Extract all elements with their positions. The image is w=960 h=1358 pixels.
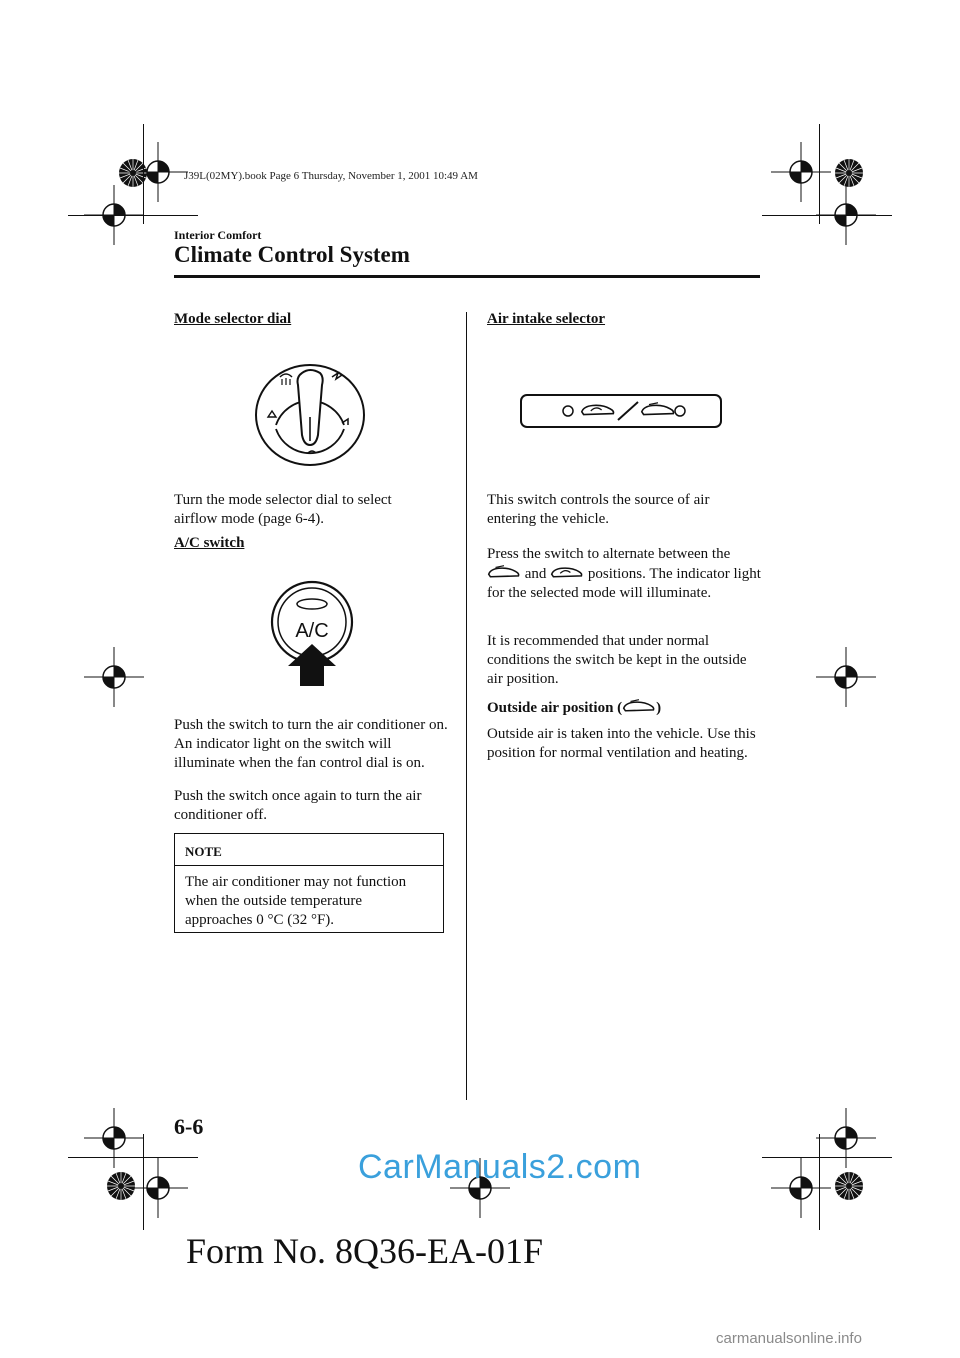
air-intake-text-1: This switch controls the source of air entering the vehicle. bbox=[487, 492, 710, 527]
page-title: Climate Control System bbox=[174, 242, 410, 267]
column-divider bbox=[466, 312, 467, 1100]
ac-button-label: A/C bbox=[295, 620, 329, 642]
footer-site: carmanualsonline.info bbox=[716, 1330, 862, 1347]
ac-switch-text-1: Push the switch to turn the air conditioner on. An indicator light on the switch will illuminate when the fan control dial is on. bbox=[174, 717, 448, 771]
form-number: Form No. 8Q36-EA-01F bbox=[186, 1231, 543, 1271]
book-stamp: J39L(02MY).book Page 6 Thursday, November 1, 2001 10:49 AM bbox=[184, 170, 478, 182]
mode-selector-heading: Mode selector dial bbox=[174, 311, 292, 327]
outside-air-subheading-label: Outside air position ( bbox=[487, 700, 623, 716]
registration-mark-icon bbox=[771, 1158, 831, 1218]
air-intake-text-2 bbox=[487, 545, 762, 603]
outside-air-icon bbox=[622, 698, 656, 715]
outside-air-subheading-close: ) bbox=[656, 700, 662, 716]
registration-mark-icon bbox=[829, 1166, 869, 1206]
page-number: 6-6 bbox=[174, 1114, 204, 1139]
air-intake-text-3: It is recommended that under normal conditions the switch be kept in the outside air position. bbox=[487, 633, 747, 687]
note-label: NOTE bbox=[175, 834, 443, 866]
recirculate-air-icon bbox=[550, 564, 584, 581]
title-rule bbox=[174, 275, 760, 278]
air-intake-selector-icon bbox=[520, 394, 722, 428]
note-text: The air conditioner may not function when the outside temperature approaches 0 °C (32 °F). bbox=[185, 874, 407, 928]
note-box bbox=[174, 833, 444, 933]
section-label: Interior Comfort bbox=[174, 228, 262, 242]
air-intake-text-2b: and bbox=[524, 566, 547, 582]
ac-switch-heading: A/C switch bbox=[174, 535, 245, 551]
mode-selector-text: Turn the mode selector dial to select airflow mode (page 6-4). bbox=[174, 492, 392, 527]
ac-switch-icon bbox=[266, 580, 358, 690]
registration-mark-icon bbox=[816, 647, 876, 707]
mode-selector-dial-icon bbox=[254, 363, 366, 467]
air-intake-text-2c: positions. The indicator light for the selected mode will illuminate. bbox=[487, 566, 761, 601]
air-intake-text-2a: Press the switch to alternate between the bbox=[487, 546, 731, 562]
registration-mark-icon bbox=[128, 1158, 188, 1218]
watermark-logo: CarManuals2.com bbox=[358, 1148, 642, 1186]
outside-air-subheading bbox=[487, 698, 661, 717]
ac-switch-text-2: Push the switch once again to turn the air conditioner off. bbox=[174, 788, 422, 823]
outside-air-text: Outside air is taken into the vehicle. Use this position for normal ventilation and heating. bbox=[487, 726, 756, 761]
air-intake-heading: Air intake selector bbox=[487, 311, 606, 327]
registration-mark-icon bbox=[84, 647, 144, 707]
outside-air-icon bbox=[487, 564, 521, 581]
